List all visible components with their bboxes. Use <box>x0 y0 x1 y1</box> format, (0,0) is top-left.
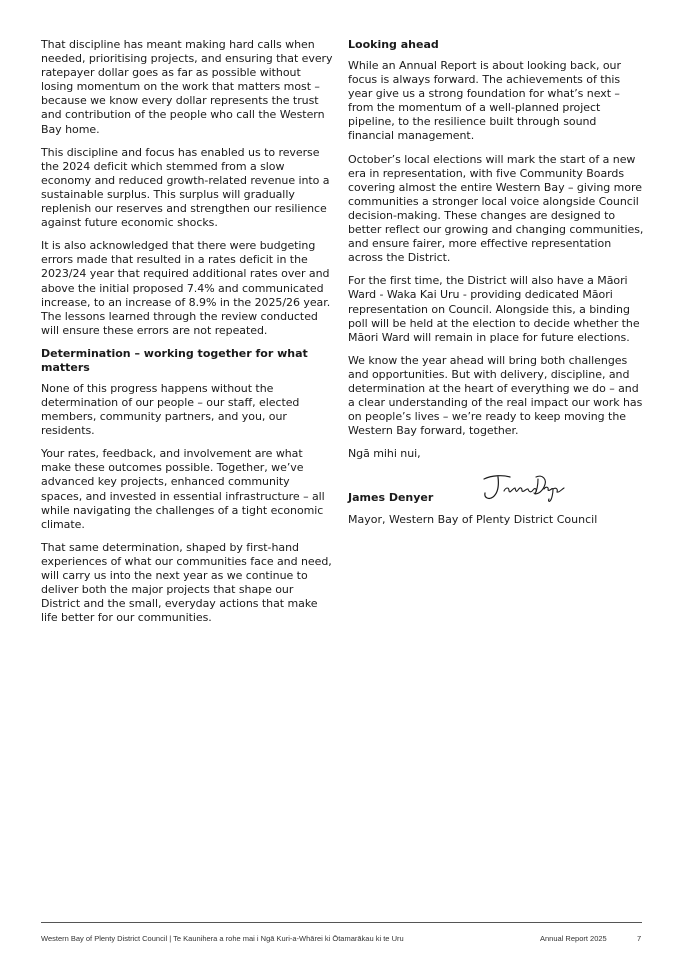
body-paragraph: That discipline has meant making hard calls when needed, prioritising projects, and ensuring that every ratepayer dollar goes as far as possible without losing momentum on the work that matters most – because we know every dollar represents the trust and contribution of the people who call the Western Bay home. <box>41 38 333 136</box>
signature-icon <box>478 471 568 505</box>
signature-block <box>348 477 644 507</box>
body-paragraph: It is also acknowledged that there were budgeting errors made that resulted in a rates deficit in the 2023/24 year that required additional rates over and above the initial proposed 7.4% and communicated increase, to an increase of 8.9% in the 2025/26 year. The lessons learned through the review conducted will ensure these errors are not repeated. <box>41 239 331 337</box>
body-paragraph: October’s local elections will mark the start of a new era in representation, with five Community Boards covering almost the entire Western Bay – giving more communities a stronger local voice alongside Council decision-making. These changes are designed to better reflect our growing and changing communities, and ensure fairer, more effective representation across the District. <box>348 152 644 265</box>
signoff: Ngā mihi nui, <box>348 447 421 461</box>
signer-name: James Denyer <box>348 491 434 505</box>
body-paragraph: None of this progress happens without the determination of our people – our staff, elected members, community partners, and you, our residents. <box>41 381 300 438</box>
page-number: 7 <box>637 934 642 943</box>
body-paragraph: This discipline and focus has enabled us to reverse the 2024 deficit which stemmed from a slow economy and reduced growth-related revenue into a sustainable surplus. This surplus will gradually replenish our reserves and strengthen our resilience against future economic shocks. <box>41 145 330 230</box>
section-heading-looking-ahead: Looking ahead <box>348 38 439 51</box>
signer-title: Mayor, Western Bay of Plenty District Council <box>348 513 598 527</box>
body-paragraph: For the first time, the District will also have a Māori Ward - Waka Kai Uru - providing dedicated Māori representation on Council. Alongside this, a binding poll will be held at the election to decide whether the Māori Ward will remain in place for future elections. <box>348 274 640 344</box>
footer-divider <box>41 922 642 923</box>
body-paragraph: Your rates, feedback, and involvement are what make these outcomes possible. Together, we’ve advanced key projects, enhanced community spaces, and invested in essential infrastructure – all while navigating the challenges of a tight economic climate. <box>41 447 325 531</box>
body-paragraph: That same determination, shaped by first-hand experiences of what our communities face and need, will carry us into the next year as we continue to deliver both the major projects that shape our District and the small, everyday actions that make life better for our communities. <box>41 540 332 625</box>
footer-organisation: Western Bay of Plenty District Council | Te Kaunihera a rohe mai i Ngā Kuri-a-Whārei ki Ōtamarākau ki te Uru <box>41 934 404 943</box>
left-column <box>41 38 334 634</box>
section-heading-determination: Determination – working together for what matters <box>41 346 308 374</box>
body-paragraph: While an Annual Report is about looking back, our focus is always forward. The achievements of this year give us a strong foundation for what’s next – from the momentum of a well-planned project pipeline, to the resilience built through sound financial management. <box>348 59 621 143</box>
footer-report-title: Annual Report 2025 <box>540 934 607 943</box>
right-column <box>348 38 644 526</box>
body-paragraph: We know the year ahead will bring both challenges and opportunities. But with delivery, discipline, and determination at the heart of everything we do – and a clear understanding of the real impact our work has on people’s lives – we’re ready to keep moving the Western Bay forward, together. <box>348 353 643 438</box>
